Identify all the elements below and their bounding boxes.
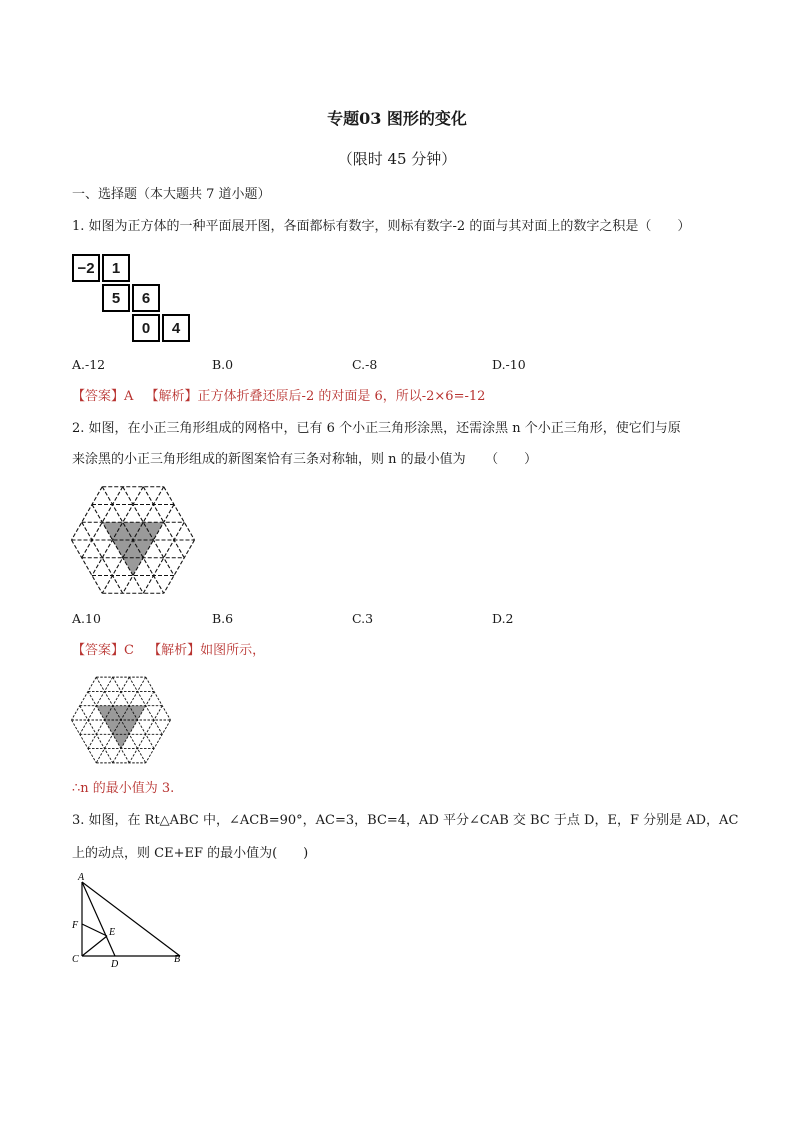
net-cell: 5 [102, 284, 130, 312]
q2-option-b: B.6 [212, 611, 234, 626]
analysis-label: 【解析】 [148, 643, 201, 658]
q2-option-d: D.2 [492, 611, 514, 626]
grid-line [72, 487, 103, 540]
q1-option-a: A.-12 [72, 357, 106, 372]
q2-stem-line2: 来涂黑的小正三角形组成的新图案恰有三条对称轴，则 n 的最小值为 （ ） [72, 452, 538, 467]
grid-line [164, 487, 195, 540]
q1-option-d: D.-10 [492, 357, 526, 372]
point-label: A [78, 872, 85, 883]
point-label: D [111, 959, 119, 970]
q2-option-a: A.10 [72, 611, 101, 626]
q2-conclusion: ∴n 的最小值为 3. [72, 781, 175, 796]
q1-option-b: B.0 [212, 357, 234, 372]
answer-label: 【答案】A [72, 389, 134, 404]
section-heading: 一、选择题（本大题共 7 道小题） [72, 187, 271, 202]
point-label: C [72, 954, 79, 965]
shaded-region [96, 706, 146, 749]
segment-ad [82, 882, 115, 956]
analysis-text: 如图所示， [200, 643, 266, 658]
shaded-region [102, 522, 164, 575]
triangle-grid-figure [70, 486, 198, 596]
q1-stem: 1. 如图为正方体的一种平面展开图，各面都标有数字，则标有数字-2 的面与其对面上的数字之积是（ ） [72, 219, 691, 234]
analysis-text: 正方体折叠还原后-2 的对面是 6，所以-2×6=-12 [197, 389, 486, 404]
right-triangle-figure [68, 870, 192, 970]
triangle-grid-solution-figure [70, 676, 174, 766]
q3-stem-line1: 3. 如图，在 Rt△ABC 中，∠ACB=90°，AC=3，BC=4，AD 平分∠CAB 交 BC 于点 D，E，F 分别是 AD，AC [72, 813, 739, 828]
q1-option-c: C.-8 [352, 357, 378, 372]
point-label: F [72, 920, 79, 931]
net-cell: 4 [162, 314, 190, 342]
segment-ce [82, 936, 107, 956]
point-label: B [174, 954, 181, 965]
page-title: 专题03 图形的变化 [327, 109, 467, 128]
q1-answer [72, 388, 485, 406]
q2-option-c: C.3 [352, 611, 374, 626]
net-cell: 6 [132, 284, 160, 312]
net-cell: 0 [132, 314, 160, 342]
net-cell: 1 [102, 254, 130, 282]
analysis-label: 【解析】 [145, 389, 198, 404]
q3-stem-line2: 上的动点，则 CE+EF 的最小值为( ) [72, 846, 309, 861]
answer-label: 【答案】C [72, 643, 134, 658]
time-limit: （限时 45 分钟） [337, 150, 457, 168]
q2-stem-line1: 2. 如图，在小正三角形组成的网格中，已有 6 个小正三角形涂黑，还需涂黑 n 个小正三角形，使它们与原 [72, 421, 681, 436]
net-cell: −2 [72, 254, 100, 282]
point-label: E [109, 927, 116, 938]
q2-answer [72, 642, 265, 660]
